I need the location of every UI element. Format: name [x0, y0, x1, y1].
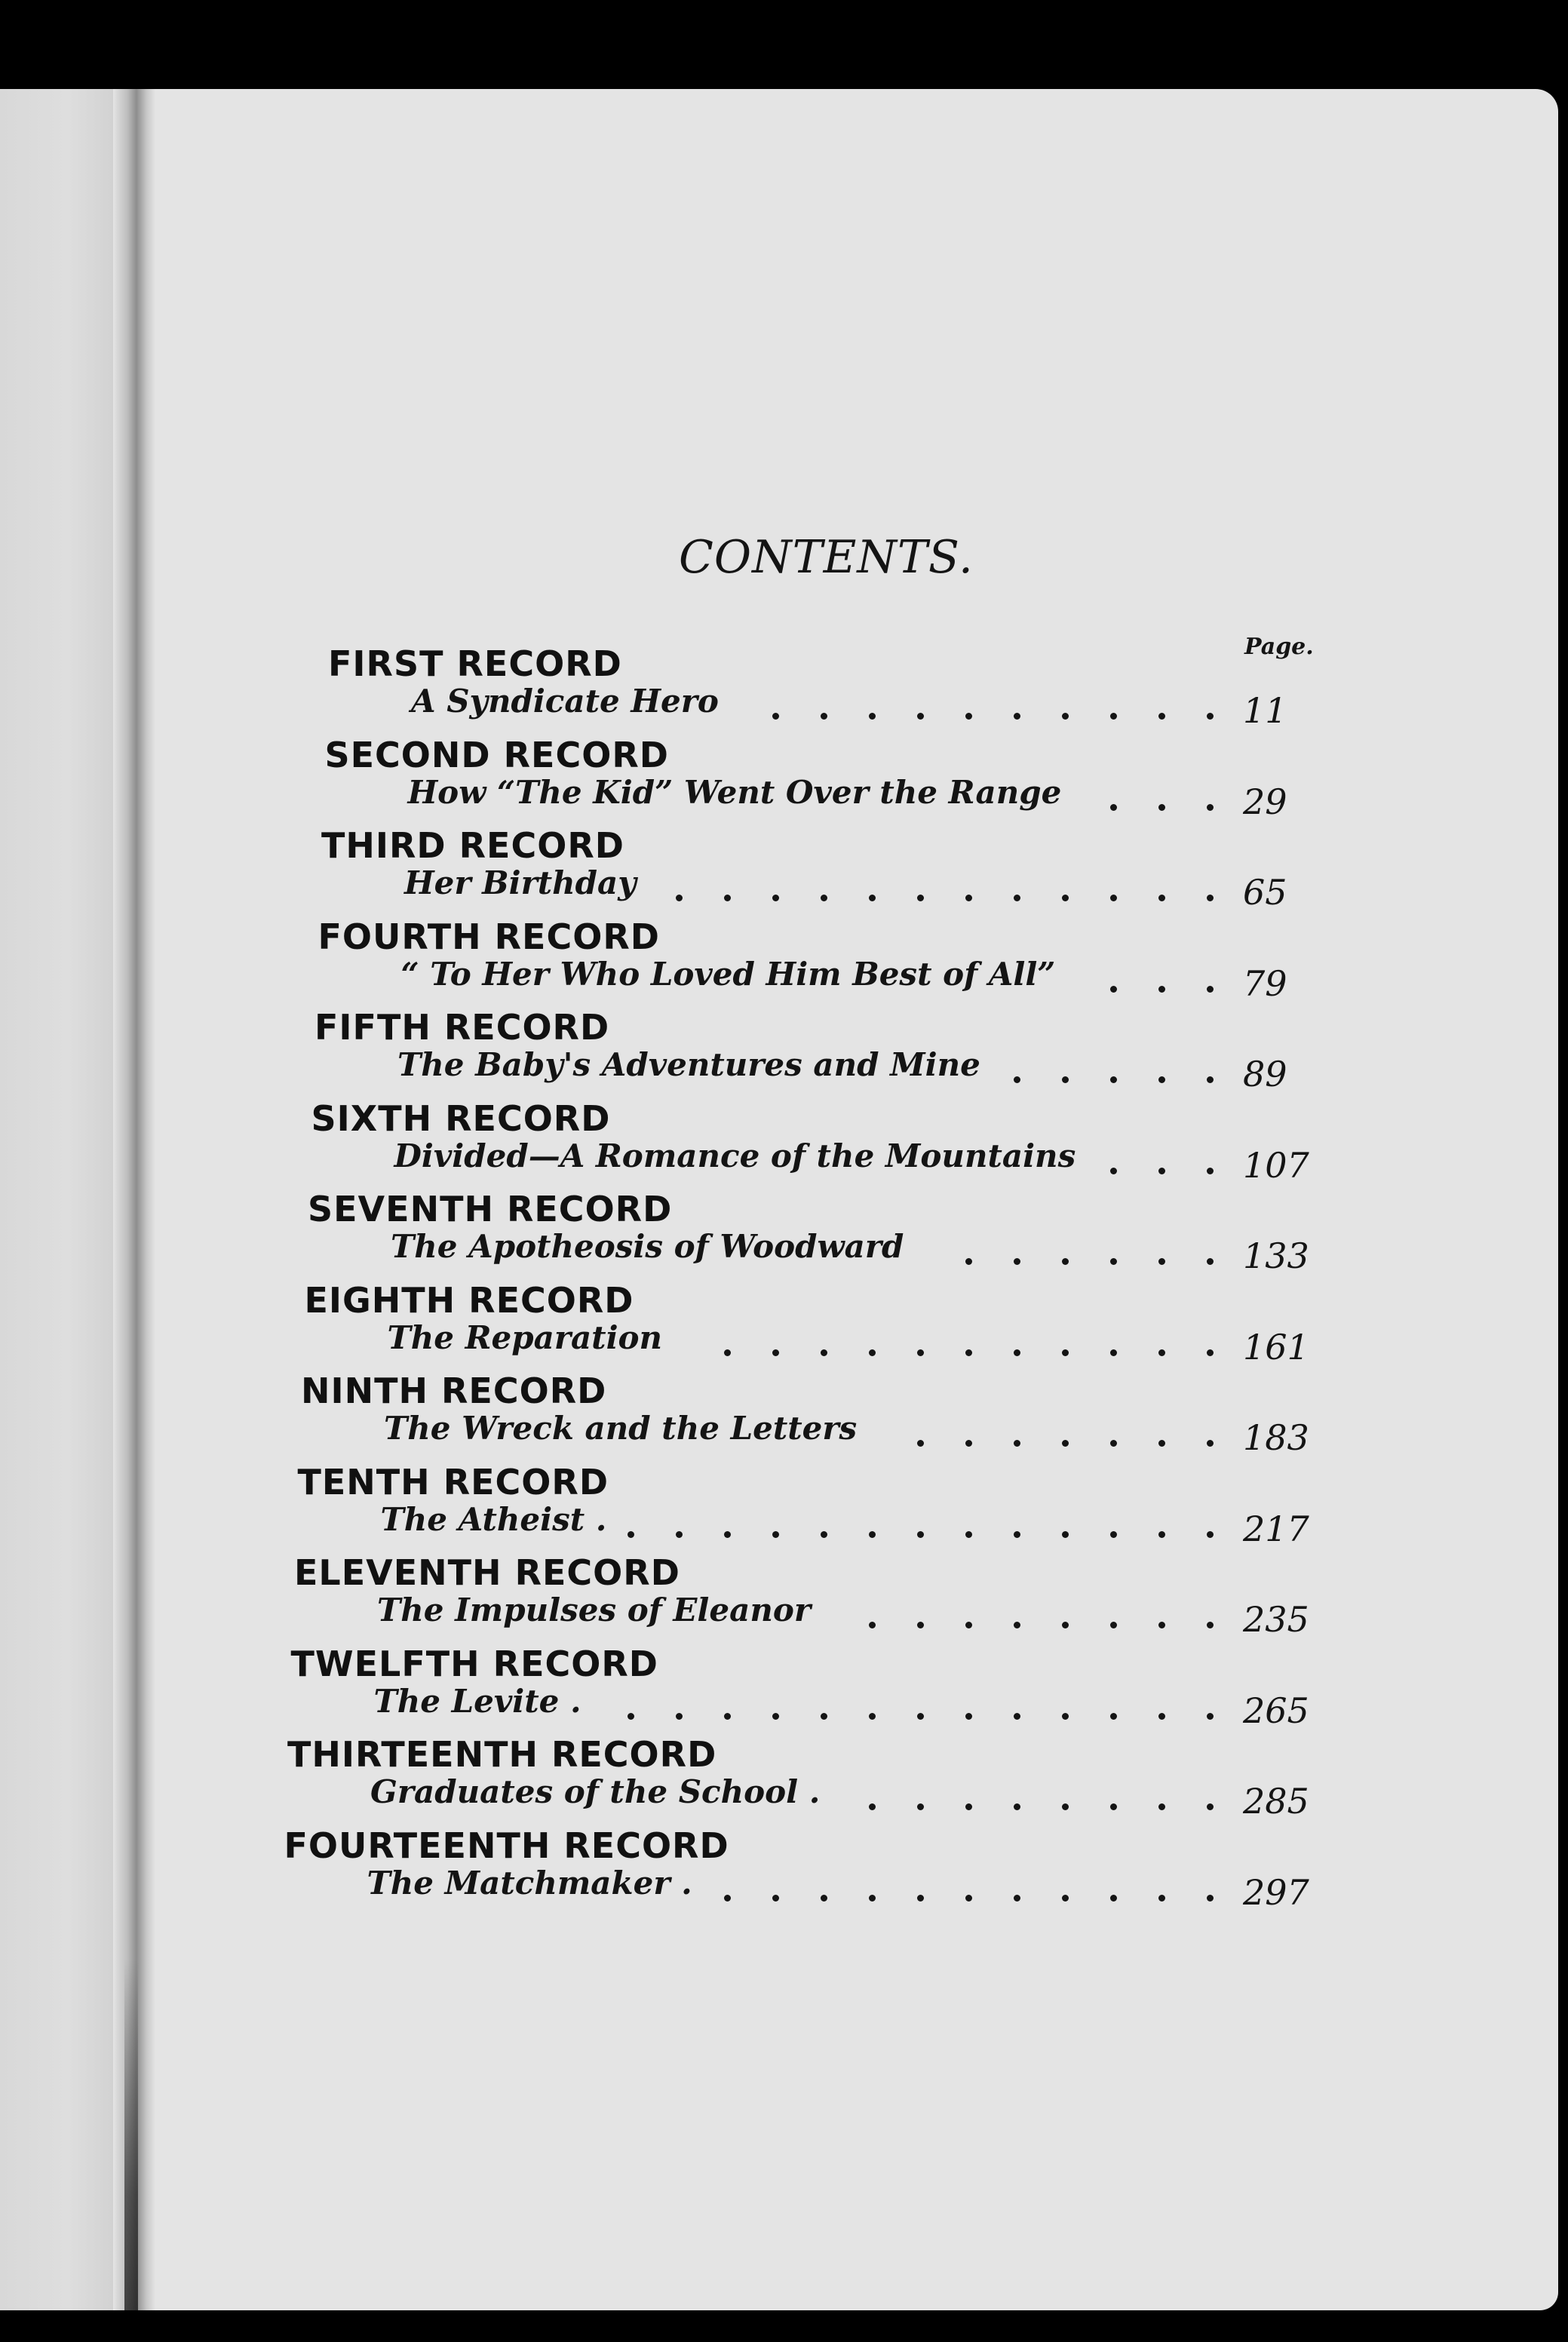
- toc-record-heading: FOURTEENTH RECORD: [284, 1825, 729, 1866]
- toc-record-title: The Reparation: [387, 1318, 663, 1356]
- leader-dot: [869, 1531, 876, 1538]
- leader-dot: [869, 1895, 876, 1902]
- toc-record-title: How “The Kid” Went Over the Range: [407, 773, 1062, 811]
- toc-page-number: 265: [1243, 1690, 1309, 1731]
- toc-record-heading: SECOND RECORD: [324, 734, 669, 775]
- leader-dot: [821, 1713, 827, 1720]
- leader-dot: [1062, 1258, 1069, 1265]
- leader-dot: [1207, 1622, 1214, 1628]
- leader-dot: [1207, 1076, 1214, 1083]
- leader-dot: [1062, 1076, 1069, 1083]
- toc-record-title: The Baby's Adventures and Mine: [397, 1046, 980, 1083]
- toc-page-number: 161: [1243, 1326, 1309, 1367]
- leader-dot: [1207, 895, 1214, 901]
- leader-dot: [1062, 713, 1069, 720]
- leader-dot: [1014, 1803, 1020, 1810]
- toc-record-title: A Syndicate Hero: [411, 683, 719, 720]
- toc-page-number: 133: [1243, 1235, 1309, 1276]
- toc-record-heading: FIFTH RECORD: [315, 1007, 610, 1048]
- toc-record-title: The Atheist .: [380, 1500, 607, 1538]
- leader-dot: [1014, 1713, 1020, 1720]
- toc-entry: [308, 1189, 1558, 1279]
- toc-page-number: 79: [1243, 962, 1287, 1004]
- toc-record-title: “ To Her Who Loved Him Best of All”: [400, 955, 1056, 993]
- leader-dot: [1110, 986, 1117, 993]
- leader-dot: [869, 713, 876, 720]
- toc-record-heading: SEVENTH RECORD: [308, 1189, 673, 1229]
- leader-dot: [1158, 1440, 1165, 1447]
- toc-page-number: 89: [1243, 1054, 1287, 1094]
- leader-dot: [965, 713, 972, 720]
- toc-page-number: 29: [1243, 781, 1287, 822]
- toc-entry: [318, 916, 1559, 1007]
- leader-dot: [965, 1531, 972, 1538]
- leader-dot: [1110, 1168, 1117, 1174]
- leader-dot: [1062, 1531, 1069, 1538]
- toc-entry: [325, 735, 1559, 825]
- toc-page-number: 285: [1243, 1781, 1309, 1822]
- leader-dot: [1014, 713, 1020, 720]
- toc-record-heading: TWELFTH RECORD: [290, 1643, 658, 1684]
- toc-page-number: 11: [1243, 690, 1287, 731]
- leader-dot: [1110, 895, 1117, 901]
- leader-dot: [1062, 1895, 1069, 1902]
- toc-entry: [287, 1734, 1558, 1825]
- leader-dot: [1207, 986, 1214, 993]
- leader-dot: [869, 1713, 876, 1720]
- toc-record-title: Graduates of the School .: [370, 1773, 821, 1810]
- toc-record-heading: EIGHTH RECORD: [304, 1279, 634, 1321]
- toc-entry: [301, 1371, 1558, 1461]
- leader-dot: [1158, 1895, 1165, 1902]
- toc-page-number: 107: [1243, 1144, 1309, 1186]
- toc-record-heading: FIRST RECORD: [328, 643, 622, 684]
- leader-dot: [1062, 1349, 1069, 1356]
- leader-dot: [1158, 1349, 1165, 1356]
- toc-page-number: 183: [1243, 1417, 1309, 1458]
- leader-dot: [965, 1622, 972, 1628]
- leader-dot: [772, 713, 779, 720]
- toc-record-heading: THIRD RECORD: [321, 825, 624, 866]
- toc-record-heading: NINTH RECORD: [301, 1371, 607, 1411]
- leader-dot: [1014, 1076, 1020, 1083]
- leader-dot: [628, 1713, 634, 1720]
- toc-entry: [311, 1098, 1559, 1189]
- leader-dot: [676, 895, 683, 901]
- leader-dot: [869, 1349, 876, 1356]
- leader-dot: [965, 1803, 972, 1810]
- leader-dot: [1014, 1258, 1020, 1265]
- leader-dot: [965, 1713, 972, 1720]
- leader-dot: [1110, 804, 1117, 811]
- leader-dot: [1158, 1076, 1165, 1083]
- leader-dot: [821, 1895, 827, 1902]
- leader-dot: [1110, 1076, 1117, 1083]
- leader-dot: [1158, 1258, 1165, 1265]
- toc-entry: [291, 1644, 1559, 1734]
- leader-dot: [965, 1258, 972, 1265]
- leader-dot: [1062, 895, 1069, 901]
- leader-dot: [1110, 1713, 1117, 1720]
- toc-record-title: Divided—A Romance of the Mountains: [394, 1137, 1076, 1174]
- leader-dot: [821, 1531, 827, 1538]
- leader-dot: [724, 1531, 731, 1538]
- leader-dot: [1014, 1440, 1020, 1447]
- leader-dot: [1062, 1713, 1069, 1720]
- leader-dot: [1062, 1803, 1069, 1810]
- leader-dot: [1158, 1168, 1165, 1174]
- leader-dot: [1110, 1258, 1117, 1265]
- leader-dot: [1014, 895, 1020, 901]
- leader-dot: [965, 1349, 972, 1356]
- leader-dot: [1110, 1622, 1117, 1628]
- toc-record-title: Her Birthday: [404, 864, 637, 901]
- leader-dot: [1207, 1803, 1214, 1810]
- leader-dot: [1062, 1440, 1069, 1447]
- contents-heading: CONTENTS.: [679, 531, 974, 584]
- leader-dot: [869, 1622, 876, 1628]
- toc-record-heading: TENTH RECORD: [297, 1461, 609, 1503]
- leader-dot: [772, 895, 779, 901]
- leader-dot: [1158, 713, 1165, 720]
- toc-record-title: The Apotheosis of Woodward: [391, 1228, 904, 1265]
- leader-dot: [917, 895, 924, 901]
- leader-dot: [1014, 1622, 1020, 1628]
- toc-entry: [298, 1462, 1559, 1552]
- leader-dot: [1207, 1258, 1214, 1265]
- toc-record-title: The Impulses of Eleanor: [377, 1592, 811, 1628]
- leader-dot: [917, 1713, 924, 1720]
- leader-dot: [917, 1895, 924, 1902]
- leader-dot: [1110, 1895, 1117, 1902]
- toc-page-number: 65: [1243, 872, 1287, 913]
- leader-dot: [676, 1531, 683, 1538]
- leader-dot: [917, 1440, 924, 1447]
- leader-dot: [1207, 804, 1214, 811]
- leader-dot: [1110, 1440, 1117, 1447]
- leader-dot: [869, 1803, 876, 1810]
- leader-dot: [772, 1349, 779, 1356]
- toc-page-number: 297: [1243, 1871, 1309, 1913]
- leader-dot: [628, 1531, 634, 1538]
- leader-dot: [1158, 804, 1165, 811]
- leader-dot: [1207, 1895, 1214, 1902]
- leader-dot: [772, 1531, 779, 1538]
- leader-dot: [1207, 1531, 1214, 1538]
- leader-dot: [1110, 1349, 1117, 1356]
- leader-dot: [1207, 713, 1214, 720]
- leader-dot: [1207, 1168, 1214, 1174]
- leader-dot: [821, 713, 827, 720]
- leader-dot: [724, 1349, 731, 1356]
- leader-dot: [1110, 713, 1117, 720]
- leader-dot: [1207, 1349, 1214, 1356]
- book-page: [0, 89, 1558, 2310]
- leader-dot: [821, 1349, 827, 1356]
- leader-dot: [1014, 1531, 1020, 1538]
- leader-dot: [1158, 1531, 1165, 1538]
- leader-dot: [1014, 1349, 1020, 1356]
- leader-dot: [917, 1349, 924, 1356]
- toc-entry: [284, 1825, 1559, 1916]
- leader-dot: [1158, 1622, 1165, 1628]
- table-of-contents: [0, 89, 1558, 2310]
- leader-dot: [965, 1440, 972, 1447]
- toc-entry: [305, 1280, 1559, 1371]
- toc-record-title: The Levite .: [373, 1682, 581, 1720]
- leader-dot: [724, 895, 731, 901]
- toc-record-heading: FOURTH RECORD: [318, 916, 660, 957]
- leader-dot: [1207, 1440, 1214, 1447]
- leader-dot: [676, 1713, 683, 1720]
- leader-dot: [772, 1713, 779, 1720]
- leader-dot: [965, 1895, 972, 1902]
- leader-dot: [1110, 1531, 1117, 1538]
- toc-entry: [321, 825, 1558, 916]
- leader-dot: [917, 1531, 924, 1538]
- toc-page-number: 235: [1243, 1599, 1309, 1640]
- leader-dot: [1207, 1713, 1214, 1720]
- leader-dot: [965, 895, 972, 901]
- leader-dot: [1110, 1803, 1117, 1810]
- toc-entry: [294, 1552, 1558, 1643]
- toc-entry: [315, 1007, 1558, 1097]
- toc-record-heading: SIXTH RECORD: [311, 1097, 611, 1139]
- leader-dot: [724, 1895, 731, 1902]
- leader-dot: [1158, 1803, 1165, 1810]
- leader-dot: [917, 1622, 924, 1628]
- leader-dot: [1158, 895, 1165, 901]
- leader-dot: [772, 1895, 779, 1902]
- toc-record-title: The Wreck and the Letters: [384, 1410, 858, 1447]
- toc-page-number: 217: [1243, 1508, 1309, 1549]
- leader-dot: [1158, 1713, 1165, 1720]
- toc-entry: [328, 643, 1558, 734]
- leader-dot: [821, 895, 827, 901]
- leader-dot: [724, 1713, 731, 1720]
- toc-record-title: The Matchmaker .: [367, 1864, 692, 1902]
- leader-dot: [1062, 1622, 1069, 1628]
- leader-dot: [917, 713, 924, 720]
- leader-dot: [1014, 1895, 1020, 1902]
- leader-dot: [869, 895, 876, 901]
- leader-dot: [917, 1803, 924, 1810]
- toc-record-heading: ELEVENTH RECORD: [294, 1552, 680, 1593]
- toc-record-heading: THIRTEENTH RECORD: [287, 1734, 717, 1775]
- leader-dot: [1158, 986, 1165, 993]
- page-column-label: Page.: [1244, 634, 1314, 660]
